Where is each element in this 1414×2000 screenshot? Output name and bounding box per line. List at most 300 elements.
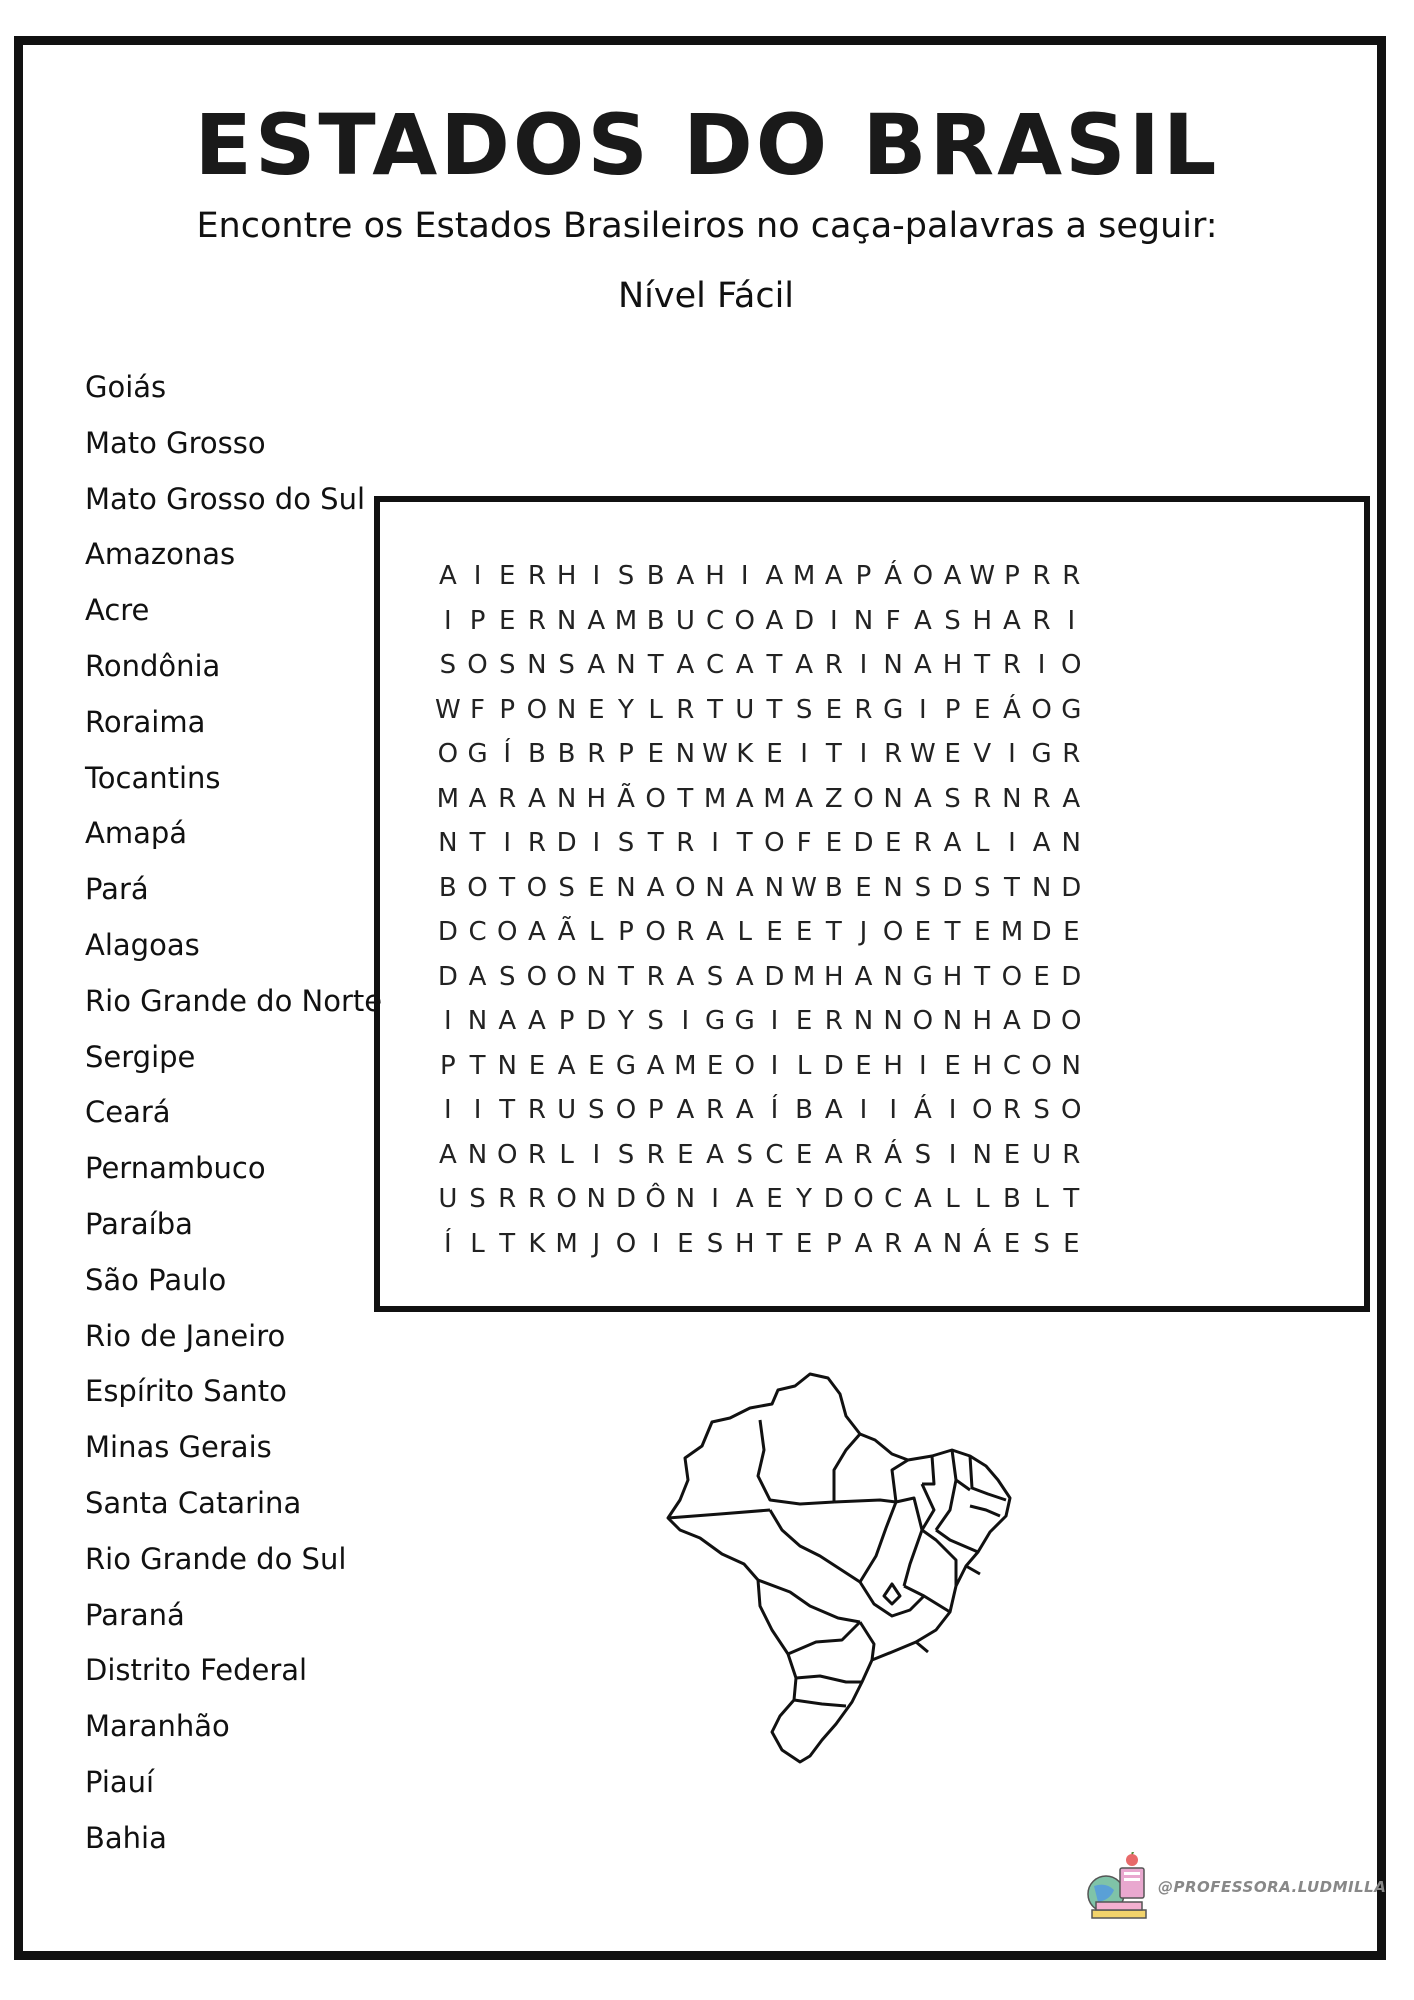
grid-letter[interactable]: O — [1031, 1050, 1052, 1081]
grid-letter[interactable]: C — [705, 605, 725, 636]
grid-letter[interactable]: N — [764, 872, 785, 903]
grid-letter[interactable]: O — [1061, 1095, 1082, 1126]
grid-letter[interactable]: H — [942, 650, 963, 681]
grid-letter[interactable]: N — [556, 694, 577, 725]
grid-letter[interactable]: I — [1067, 605, 1076, 636]
grid-letter[interactable]: O — [764, 828, 785, 859]
grid-letter[interactable]: E — [855, 1050, 872, 1081]
grid-letter[interactable]: C — [468, 917, 487, 948]
grid-letter[interactable]: I — [859, 1095, 868, 1126]
grid-letter[interactable]: R — [676, 694, 695, 725]
grid-letter[interactable]: R — [1032, 605, 1051, 636]
grid-letter[interactable]: A — [824, 561, 843, 592]
grid-letter[interactable]: D — [615, 1184, 636, 1215]
grid-letter[interactable]: G — [1031, 739, 1052, 770]
grid-letter[interactable]: G — [912, 961, 933, 992]
grid-letter[interactable]: Á — [973, 1228, 992, 1259]
grid-letter[interactable]: A — [676, 561, 695, 592]
grid-letter[interactable]: S — [588, 1095, 605, 1126]
grid-letter[interactable]: A — [854, 1228, 873, 1259]
grid-letter[interactable]: E — [588, 872, 605, 903]
grid-letter[interactable]: N — [467, 1006, 488, 1037]
grid-letter[interactable]: D — [586, 1006, 607, 1037]
grid-letter[interactable]: N — [438, 828, 458, 859]
grid-letter[interactable]: O — [437, 739, 459, 770]
grid-letter[interactable]: E — [588, 694, 605, 725]
grid-letter[interactable]: F — [885, 605, 901, 636]
grid-letter[interactable]: I — [592, 828, 601, 859]
grid-letter[interactable]: A — [795, 783, 813, 814]
grid-letter[interactable]: R — [527, 828, 546, 859]
grid-letter[interactable]: W — [791, 872, 817, 903]
grid-letter[interactable]: I — [473, 1095, 482, 1126]
grid-letter[interactable]: R — [854, 694, 873, 725]
grid-letter[interactable]: B — [646, 605, 665, 636]
grid-letter[interactable]: E — [974, 917, 991, 948]
grid-letter[interactable]: E — [825, 694, 842, 725]
grid-letter[interactable]: S — [469, 1184, 486, 1215]
grid-letter[interactable]: P — [855, 561, 872, 592]
grid-letter[interactable]: M — [614, 605, 638, 636]
grid-letter[interactable]: M — [792, 961, 816, 992]
grid-letter[interactable]: D — [853, 828, 874, 859]
grid-letter[interactable]: R — [1032, 783, 1051, 814]
grid-letter[interactable]: E — [528, 1050, 546, 1081]
grid-letter[interactable]: I — [770, 1006, 779, 1037]
grid-letter[interactable]: I — [889, 1095, 897, 1126]
grid-letter[interactable]: N — [853, 1006, 874, 1037]
grid-letter[interactable]: O — [882, 917, 904, 948]
grid-letter[interactable]: W — [702, 739, 728, 770]
grid-letter[interactable]: R — [527, 1184, 546, 1215]
grid-letter[interactable]: M — [763, 783, 786, 814]
grid-letter[interactable]: C — [705, 650, 725, 681]
grid-letter[interactable]: A — [913, 1184, 932, 1215]
grid-letter[interactable]: N — [1031, 872, 1052, 903]
grid-letter[interactable]: O — [556, 1184, 577, 1215]
grid-letter[interactable]: R — [646, 1139, 665, 1170]
grid-letter[interactable]: N — [675, 1184, 696, 1215]
grid-letter[interactable]: T — [499, 1228, 516, 1259]
grid-letter[interactable]: B — [557, 739, 576, 770]
grid-letter[interactable]: A — [913, 650, 932, 681]
grid-letter[interactable]: I — [740, 561, 749, 592]
grid-letter[interactable]: A — [646, 872, 665, 903]
grid-letter[interactable]: R — [676, 828, 695, 859]
grid-letter[interactable]: W — [969, 561, 996, 592]
grid-letter[interactable]: K — [736, 739, 754, 770]
grid-letter[interactable]: H — [734, 1228, 755, 1259]
grid-letter[interactable]: M — [674, 1050, 697, 1081]
grid-letter[interactable]: L — [648, 694, 663, 725]
grid-letter[interactable]: G — [704, 1006, 726, 1037]
grid-letter[interactable]: L — [796, 1050, 812, 1081]
grid-letter[interactable]: D — [437, 961, 458, 992]
grid-letter[interactable]: R — [1032, 561, 1051, 592]
grid-letter[interactable]: L — [974, 828, 990, 859]
grid-letter[interactable]: E — [944, 739, 961, 770]
grid-letter[interactable]: D — [1061, 961, 1082, 992]
grid-letter[interactable]: A — [528, 917, 546, 948]
grid-letter[interactable]: E — [884, 828, 902, 859]
grid-letter[interactable]: R — [1002, 650, 1021, 681]
grid-letter[interactable]: E — [825, 828, 842, 859]
grid-letter[interactable]: O — [1001, 961, 1023, 992]
grid-letter[interactable]: R — [498, 783, 517, 814]
grid-letter[interactable]: E — [677, 1228, 694, 1259]
grid-letter[interactable]: Ô — [645, 1184, 666, 1215]
grid-letter[interactable]: I — [770, 1050, 779, 1081]
grid-letter[interactable]: T — [766, 694, 783, 725]
grid-letter[interactable]: A — [498, 1006, 517, 1037]
grid-letter[interactable]: R — [587, 739, 606, 770]
grid-letter[interactable]: S — [973, 872, 991, 903]
grid-letter[interactable]: D — [1031, 917, 1052, 948]
grid-letter[interactable]: D — [823, 1050, 844, 1081]
grid-letter[interactable]: A — [913, 1228, 932, 1259]
grid-letter[interactable]: S — [706, 961, 724, 992]
grid-letter[interactable]: E — [1033, 961, 1050, 992]
grid-letter[interactable]: L — [945, 1184, 960, 1215]
grid-letter[interactable]: R — [527, 1095, 546, 1126]
grid-letter[interactable]: E — [677, 1139, 694, 1170]
grid-letter[interactable]: O — [615, 1095, 637, 1126]
grid-letter[interactable]: L — [974, 1184, 990, 1215]
grid-letter[interactable]: I — [444, 1095, 452, 1126]
grid-letter[interactable]: N — [883, 961, 903, 992]
grid-letter[interactable]: V — [973, 739, 992, 770]
grid-letter[interactable]: P — [944, 694, 961, 725]
grid-letter[interactable]: Í — [770, 1095, 779, 1126]
grid-letter[interactable]: Á — [884, 561, 903, 592]
grid-letter[interactable]: O — [912, 561, 934, 592]
grid-letter[interactable]: O — [645, 783, 666, 814]
grid-letter[interactable]: E — [795, 1228, 813, 1259]
grid-letter[interactable]: I — [711, 1184, 719, 1215]
grid-letter[interactable]: H — [972, 1050, 992, 1081]
grid-letter[interactable]: E — [795, 1006, 813, 1037]
grid-letter[interactable]: A — [1062, 783, 1081, 814]
grid-letter[interactable]: H — [972, 605, 992, 636]
grid-letter[interactable]: R — [884, 739, 903, 770]
grid-letter[interactable]: E — [795, 1139, 813, 1170]
grid-letter[interactable]: G — [467, 739, 488, 770]
grid-letter[interactable]: E — [766, 917, 783, 948]
grid-letter[interactable]: P — [440, 1050, 456, 1081]
grid-letter[interactable]: N — [556, 605, 577, 636]
grid-letter[interactable]: R — [498, 1184, 517, 1215]
grid-letter[interactable]: A — [438, 1139, 457, 1170]
grid-letter[interactable]: Á — [884, 1139, 903, 1170]
grid-letter[interactable]: I — [503, 828, 512, 859]
grid-letter[interactable]: J — [592, 1228, 601, 1259]
grid-letter[interactable]: A — [735, 1095, 754, 1126]
grid-letter[interactable]: T — [469, 1050, 486, 1081]
grid-letter[interactable]: H — [972, 1006, 992, 1037]
grid-letter[interactable]: R — [527, 1139, 546, 1170]
grid-letter[interactable]: I — [651, 1228, 660, 1259]
grid-letter[interactable]: E — [1063, 1228, 1080, 1259]
grid-letter[interactable]: T — [1063, 1184, 1080, 1215]
grid-letter[interactable]: A — [913, 605, 932, 636]
grid-letter[interactable]: I — [859, 650, 868, 681]
grid-letter[interactable]: O — [467, 650, 488, 681]
grid-letter[interactable]: N — [1061, 1050, 1081, 1081]
grid-letter[interactable]: I — [711, 828, 719, 859]
grid-letter[interactable]: R — [913, 828, 932, 859]
grid-letter[interactable]: O — [912, 1006, 934, 1037]
grid-letter[interactable]: H — [586, 783, 607, 814]
grid-letter[interactable]: E — [1003, 1139, 1021, 1170]
grid-letter[interactable]: E — [944, 1050, 961, 1081]
grid-letter[interactable]: N — [942, 1228, 963, 1259]
grid-letter[interactable]: I — [948, 1139, 957, 1170]
grid-letter[interactable]: O — [1061, 650, 1082, 681]
grid-letter[interactable]: T — [944, 917, 961, 948]
grid-letter[interactable]: H — [824, 961, 844, 992]
grid-letter[interactable]: S — [498, 650, 516, 681]
grid-letter[interactable]: N — [942, 1006, 963, 1037]
grid-letter[interactable]: J — [859, 917, 868, 948]
grid-letter[interactable]: F — [470, 694, 486, 725]
grid-letter[interactable]: R — [824, 650, 843, 681]
grid-letter[interactable]: A — [557, 1050, 576, 1081]
grid-letter[interactable]: N — [467, 1139, 488, 1170]
grid-letter[interactable]: E — [914, 917, 932, 948]
grid-letter[interactable]: S — [706, 1228, 724, 1259]
grid-letter[interactable]: I — [1008, 828, 1016, 859]
grid-letter[interactable]: G — [1061, 694, 1082, 725]
grid-letter[interactable]: L — [737, 917, 752, 948]
grid-letter[interactable]: S — [736, 1139, 753, 1170]
grid-letter[interactable]: D — [556, 828, 577, 859]
grid-letter[interactable]: S — [558, 650, 575, 681]
grid-letter[interactable]: T — [469, 828, 486, 859]
grid-letter[interactable]: O — [645, 917, 666, 948]
grid-letter[interactable]: Ã — [557, 917, 576, 948]
grid-letter[interactable]: I — [473, 561, 482, 592]
grid-letter[interactable]: H — [556, 561, 577, 592]
grid-letter[interactable]: L — [589, 917, 604, 948]
grid-letter[interactable]: N — [497, 1050, 517, 1081]
grid-letter[interactable]: E — [855, 872, 872, 903]
grid-letter[interactable]: T — [618, 961, 634, 992]
grid-letter[interactable]: G — [734, 1006, 755, 1037]
grid-letter[interactable]: D — [942, 872, 963, 903]
grid-letter[interactable]: B — [795, 1095, 814, 1126]
grid-letter[interactable]: B — [824, 872, 843, 903]
grid-letter[interactable]: T — [1003, 872, 1020, 903]
grid-letter[interactable]: T — [974, 961, 991, 992]
grid-letter[interactable]: A — [676, 1095, 695, 1126]
grid-letter[interactable]: A — [735, 872, 754, 903]
grid-letter[interactable]: A — [587, 605, 606, 636]
grid-letter[interactable]: N — [883, 783, 903, 814]
grid-letter[interactable]: B — [646, 561, 665, 592]
grid-letter[interactable]: A — [735, 961, 754, 992]
grid-letter[interactable]: O — [526, 694, 548, 725]
grid-letter[interactable]: A — [706, 1139, 724, 1170]
grid-letter[interactable]: D — [823, 1184, 844, 1215]
grid-letter[interactable]: R — [824, 1006, 843, 1037]
grid-letter[interactable]: A — [1003, 1006, 1021, 1037]
grid-letter[interactable]: R — [854, 1139, 873, 1170]
grid-letter[interactable]: B — [438, 872, 457, 903]
grid-letter[interactable]: O — [734, 605, 755, 636]
grid-letter[interactable]: W — [434, 694, 461, 725]
grid-letter[interactable]: T — [499, 872, 516, 903]
grid-letter[interactable]: A — [735, 783, 754, 814]
grid-letter[interactable]: R — [527, 605, 546, 636]
grid-letter[interactable]: L — [1034, 1184, 1049, 1215]
grid-letter[interactable]: P — [1004, 561, 1020, 592]
grid-letter[interactable]: T — [499, 1095, 516, 1126]
grid-letter[interactable]: T — [677, 783, 694, 814]
grid-letter[interactable]: O — [1061, 1006, 1082, 1037]
grid-letter[interactable]: R — [1002, 1095, 1021, 1126]
grid-letter[interactable]: T — [766, 1228, 783, 1259]
grid-letter[interactable]: I — [681, 1006, 690, 1037]
grid-letter[interactable]: I — [919, 694, 927, 725]
grid-letter[interactable]: I — [829, 605, 838, 636]
grid-letter[interactable]: Z — [824, 783, 843, 814]
grid-letter[interactable]: A — [1032, 828, 1051, 859]
grid-letter[interactable]: S — [795, 694, 813, 725]
grid-letter[interactable]: E — [795, 917, 813, 948]
grid-letter[interactable]: Á — [1003, 694, 1021, 725]
grid-letter[interactable]: I — [444, 605, 452, 636]
grid-letter[interactable]: C — [765, 1139, 784, 1170]
grid-letter[interactable]: U — [1032, 1139, 1052, 1170]
grid-letter[interactable]: S — [944, 783, 961, 814]
grid-letter[interactable]: O — [526, 872, 548, 903]
grid-letter[interactable]: U — [557, 1095, 577, 1126]
grid-letter[interactable]: K — [528, 1228, 546, 1259]
grid-letter[interactable]: Ã — [617, 783, 635, 814]
grid-letter[interactable]: N — [853, 605, 874, 636]
grid-letter[interactable]: S — [914, 872, 932, 903]
grid-letter[interactable]: E — [1063, 917, 1080, 948]
grid-letter[interactable]: C — [1002, 1050, 1021, 1081]
grid-letter[interactable]: A — [943, 828, 962, 859]
grid-letter[interactable]: I — [592, 561, 601, 592]
grid-letter[interactable]: Á — [913, 1095, 932, 1126]
grid-letter[interactable]: S — [647, 1006, 664, 1037]
grid-letter[interactable]: H — [883, 1050, 903, 1081]
grid-letter[interactable]: O — [675, 872, 696, 903]
grid-letter[interactable]: D — [764, 961, 785, 992]
grid-letter[interactable]: A — [735, 1184, 754, 1215]
grid-letter[interactable]: U — [675, 605, 695, 636]
grid-letter[interactable]: A — [765, 605, 784, 636]
grid-letter[interactable]: G — [883, 694, 904, 725]
grid-letter[interactable]: O — [853, 783, 874, 814]
grid-letter[interactable]: A — [943, 561, 962, 592]
grid-letter[interactable]: N — [675, 739, 696, 770]
grid-letter[interactable]: S — [1033, 1095, 1050, 1126]
grid-letter[interactable]: E — [647, 739, 664, 770]
grid-letter[interactable]: O — [526, 961, 548, 992]
grid-letter[interactable]: E — [974, 694, 991, 725]
grid-letter[interactable]: D — [1031, 1006, 1052, 1037]
grid-letter[interactable]: E — [499, 605, 516, 636]
grid-letter[interactable]: N — [586, 1184, 606, 1215]
grid-letter[interactable]: P — [469, 605, 486, 636]
grid-letter[interactable]: N — [972, 1139, 992, 1170]
grid-letter[interactable]: F — [796, 828, 812, 859]
grid-letter[interactable]: P — [618, 739, 634, 770]
grid-letter[interactable]: B — [1002, 1184, 1021, 1215]
grid-letter[interactable]: E — [766, 1184, 783, 1215]
grid-letter[interactable]: M — [703, 783, 727, 814]
grid-letter[interactable]: L — [559, 1139, 574, 1170]
grid-letter[interactable]: A — [587, 650, 606, 681]
grid-letter[interactable]: T — [647, 828, 664, 859]
grid-letter[interactable]: M — [1000, 917, 1024, 948]
grid-letter[interactable]: M — [555, 1228, 578, 1259]
grid-letter[interactable]: D — [437, 917, 458, 948]
grid-letter[interactable]: O — [467, 872, 488, 903]
grid-letter[interactable]: P — [618, 917, 634, 948]
grid-letter[interactable]: Í — [503, 739, 512, 770]
grid-letter[interactable]: S — [944, 605, 961, 636]
grid-letter[interactable]: Y — [618, 694, 634, 725]
grid-letter[interactable]: A — [676, 650, 695, 681]
grid-letter[interactable]: N — [883, 650, 903, 681]
grid-letter[interactable]: T — [766, 650, 783, 681]
grid-letter[interactable]: A — [706, 917, 724, 948]
grid-letter[interactable]: H — [705, 561, 725, 592]
grid-letter[interactable]: A — [854, 961, 873, 992]
grid-letter[interactable]: R — [676, 917, 695, 948]
grid-letter[interactable]: A — [824, 1095, 843, 1126]
grid-letter[interactable]: S — [439, 650, 457, 681]
grid-letter[interactable]: B — [527, 739, 546, 770]
grid-letter[interactable]: D — [1061, 872, 1082, 903]
grid-letter[interactable]: W — [909, 739, 936, 770]
grid-letter[interactable]: I — [800, 739, 808, 770]
grid-letter[interactable]: A — [765, 561, 784, 592]
grid-letter[interactable]: I — [592, 1139, 601, 1170]
grid-letter[interactable]: P — [647, 1095, 664, 1126]
grid-letter[interactable]: A — [438, 561, 457, 592]
grid-letter[interactable]: T — [825, 917, 842, 948]
grid-letter[interactable]: R — [705, 1095, 725, 1126]
grid-letter[interactable]: R — [1062, 1139, 1081, 1170]
grid-letter[interactable]: E — [706, 1050, 724, 1081]
grid-letter[interactable]: A — [468, 783, 487, 814]
grid-letter[interactable]: R — [646, 961, 665, 992]
grid-letter[interactable]: S — [498, 961, 516, 992]
grid-letter[interactable]: C — [884, 1184, 903, 1215]
grid-letter[interactable]: O — [556, 961, 577, 992]
grid-letter[interactable]: S — [1033, 1228, 1050, 1259]
grid-letter[interactable]: N — [1002, 783, 1022, 814]
grid-letter[interactable]: I — [859, 739, 868, 770]
grid-letter[interactable]: O — [853, 1184, 874, 1215]
grid-letter[interactable]: A — [824, 1139, 843, 1170]
grid-letter[interactable]: E — [766, 739, 783, 770]
grid-letter[interactable]: D — [794, 605, 815, 636]
grid-letter[interactable]: P — [825, 1228, 842, 1259]
grid-letter[interactable]: P — [499, 694, 516, 725]
grid-letter[interactable]: Y — [796, 1184, 813, 1215]
grid-letter[interactable]: H — [942, 961, 963, 992]
grid-letter[interactable]: N — [556, 783, 577, 814]
grid-letter[interactable]: E — [1003, 1228, 1021, 1259]
grid-letter[interactable]: O — [971, 1095, 993, 1126]
grid-letter[interactable]: N — [705, 872, 725, 903]
